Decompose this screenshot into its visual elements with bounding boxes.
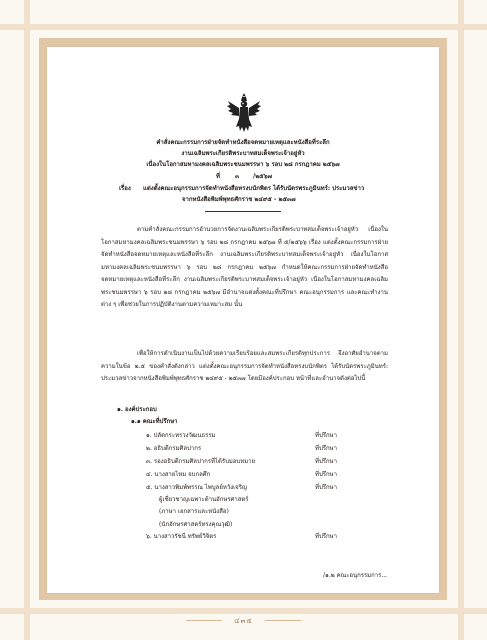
order-title-line3: เนื่องในโอกาสมหามงคลเฉลิมพระชนมพรรษา ๖ รอบ ๒๘ กรกฎาคม ๒๕๖๗ (146, 161, 340, 168)
garuda-emblem-icon (227, 91, 261, 133)
decorative-band-bottom (0, 608, 487, 614)
decorative-band-left (24, 0, 30, 640)
member-2-role: ที่ปรึกษา (315, 445, 337, 452)
member-6-role: ที่ปรึกษา (315, 533, 337, 540)
subject-line1: แต่งตั้งคณะอนุกรรมการจัดทำหนังสือทรงบนักพิตร ได้รับนัดรพระภูมินทร์: ประมวลข่าว (143, 185, 365, 192)
header-divider (205, 211, 281, 212)
order-number-value: ๓ (235, 173, 240, 180)
section-heading-composition: ๑. องค์ประกอบ (117, 406, 157, 413)
order-number-label: ที่ (216, 173, 220, 180)
member-1: ๑. ปลัดกระทรวงวัฒนธรรม (146, 432, 216, 439)
member-3: ๓. รองอธิบดีกรมศิลปากรที่ได้รับมอบหมาย (146, 458, 256, 465)
member-4: ๔. นางสายไหม จบกลศึก (146, 471, 211, 478)
page-number: ๔๓๕ (234, 617, 253, 625)
member-3-role: ที่ปรึกษา (315, 458, 337, 465)
page-number-rule-right (265, 620, 301, 621)
body-paragraph-2: เพื่อให้การดำเนินงานเป็นไปด้วยความเรียบร้อยและสมพระเกียรติทุกประการ จึงอาศัยอำนาจตามความในข้อ ๒.๕ ของคำสั่งดังกล่าว แต่งตั้งคณะอนุกรรมการจัดทำหนังสือทรงบนักพิตร ได้รับนัดรพระภูมินทร์: ประมวลข่าวจากหนังสือพิมพ์พุทธศักราช ๒๔๙๕ - ๒๕๓๗ โดยมีองค์ประกอบ หน้าที่และอำนาจดังต่อไปนี้ (101, 350, 388, 382)
member-5-detail-3: (นักอักษรศาสตร์ทรงคุณวุฒิ) (159, 521, 233, 528)
order-number-year: /๒๕๖๗ (253, 173, 273, 180)
member-1-role: ที่ปรึกษา (315, 432, 337, 439)
decorative-band-top (0, 24, 487, 30)
member-5-detail-2: (ภาษา เอกสารและหนังสือ) (159, 508, 229, 515)
decorative-band-right (458, 0, 464, 640)
member-2: ๒. อธิบดีกรมศิลปากร (146, 445, 202, 452)
body-paragraph-1: ตามคำสั่งคณะกรรมการอำนวยการจัดงานเฉลิมพระเกียรติพระบาทสมเด็จพระเจ้าอยู่หัว เนื่องในโอกาสมหามงคลเฉลิมพระชนมพรรษา ๖ รอบ ๒๘ กรกฎาคม ๒๕๖๗ ที่ ๕/๒๕๖๖ เรื่อง แต่งตั้งคณะกรรมการฝ่ายจัดทำหนังสือจดหมายเหตุและหนังสือที่ระลึก งานเฉลิมพระเกียรติพระบาทสมเด็จพระเจ้าอยู่หัว เนื่องในโอกาสมหามงคลเฉลิมพระชนมพรรษา ๖ รอบ ๒๘ กรกฎาคม ๒๕๖๗ กำหนดให้คณะกรรมการฝ่ายจัดทำหนังสือจดหมายเหตุและหนังสือที่ระลึก งานเฉลิมพระเกียรติพระบาทสมเด็จพระเจ้าอยู่หัว เนื่องในโอกาสมหามงคลเฉลิมพระชนมพรรษา ๖ รอบ ๒๘ กรกฎาคม ๒๕๖๗ มีอำนาจแต่งตั้งคณะที่ปรึกษา คณะอนุกรรมการ และคณะทำงานต่าง ๆ เพื่อช่วยในการปฏิบัติงานตามความเหมาะสม นั้น (101, 226, 388, 308)
order-title-line2: งานเฉลิมพระเกียรติพระบาทสมเด็จพระเจ้าอยู่หัว (181, 150, 305, 157)
continuation-note: /๑.๒ คณะอนุกรรมการ... (323, 572, 388, 579)
member-5: ๕. นางสาวพิมพ์พรรณ ไพบูลย์หวังเจริญ (146, 484, 248, 491)
member-6: ๖. นางสาวรัชนี ทรัพย์วิจิตร (146, 533, 217, 540)
member-5-detail-1: ผู้เชี่ยวชาญเฉพาะด้านอักษรศาสตร์ (159, 496, 249, 503)
order-title-line1: คำสั่งคณะกรรมการฝ่ายจัดทำหนังสือจดหมายเหตุและหนังสือที่ระลึก (156, 139, 330, 146)
section-heading-advisors: ๑.๑ คณะที่ปรึกษา (131, 418, 178, 425)
member-5-role: ที่ปรึกษา (315, 484, 337, 491)
subject-line2: จากหนังสือพิมพ์พุทธศักราช ๒๔๙๕ - ๒๕๓๗ (182, 196, 296, 203)
document-page (47, 47, 439, 593)
member-4-role: ที่ปรึกษา (315, 471, 337, 478)
subject-label: เรื่อง (119, 185, 131, 192)
